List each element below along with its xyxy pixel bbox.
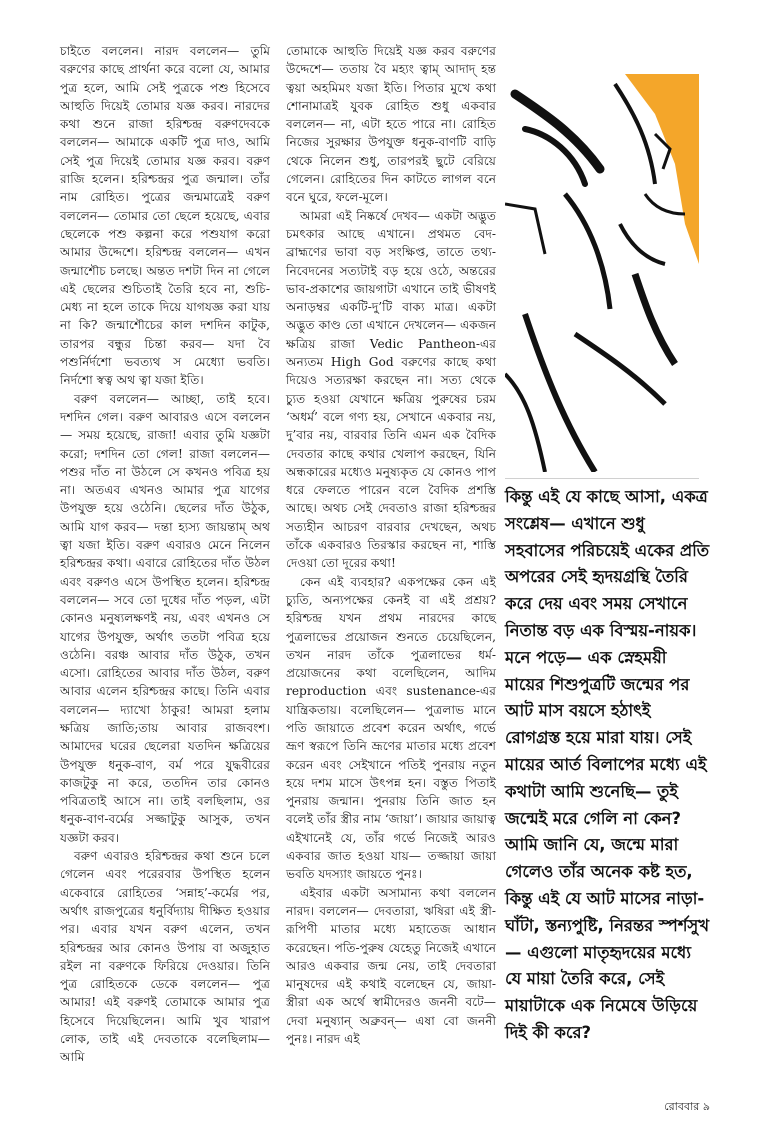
article-column-2 [286,42,496,1048]
paragraph: কেন এই ব্যবহার? একপক্ষের কেন এই চ্যুতি, অন্যপক্ষের কেনই বা এই প্রশ্রয়? হরিশ্চন্দ্র যখন প্রথম নারদের কাছে পুত্রলাভের প্রয়োজন শুনতে চেয়েছিলেন, তখন নারদ তাঁকে পুত্রলাভের ধর্ম-প্রয়োজনের কথা বলেছিলেন, আদিম reproduction এবং sustenance-এর যান্ত্রিকতায়। বলেছিলেন— পুত্রলাভ মানে পতি জায়াতে প্রবেশ করেন অর্থাৎ, গর্ভে ভ্রূণ স্বরূপে তিনি ভ্রূণের মাতার মধ্যে প্রবেশ করেন এবং সেইখানে পতিই পুনরায় নতুন হয়ে দশম মাসে উৎপন্ন হন। বস্তুত পিতাই পুনরায় জন্মান। পুনরায় তিনি জাত হন বলেই তাঁর স্ত্রীর নাম ‘জায়া’। জায়ার জায়াত্ব এইখানেই যে, তাঁর গর্ভে নিজেই আরও একবার জাত হওয়া যায়— তজ্জায়া জায়া ভবতি যদস্যাং জায়তে পুনঃ। [286,574,496,882]
paragraph: আমরা এই নিষ্কর্ষে দেখব— একটা অদ্ভুত চমৎকার আছে এখানে। প্রথমত বেদ-ব্রাহ্মণের ভাবা বড় সংক্ষিপ্ত, তাতে তথ্য-নিবেদনের সত্যটাই বড় হয়ে ওঠে, অন্তরের ভাব-প্রকাশের জায়গাটা এখানে তাই ভীষণই অনাড়ম্বর একটি-দু’টি বাক্য মাত্র। একটা অদ্ভুত কাণ্ড তো এখানে দেখলেন— একজন ক্ষত্রিয় রাজা Vedic Pantheon-এর অন্যতম High God বরুণের কাছে কথা দিয়েও সত্যরক্ষা করছেন না। সত্য থেকে চ্যুত হওয়া যেখানে ক্ষত্রিয় পুরুষের চরম ‘অধর্ম’ বলে গণ্য হয়, সেখানে একবার নয়, দু’বার নয়, বারবার তিনি এমন এক বৈদিক দেবতার কাছে কথার খেলাপ করছেন, যিনি অন্ধকারের মধ্যেও মনুষ্যকৃত যে কোনও পাপ ধরে ফেলতে পারেন বলে বৈদিক প্রশস্তি আছে। অথচ সেই দেবতাও রাজা হরিশ্চন্দ্রর সত্যহীন আচরণ বারবার দেখছেন, অথচ তাঁকে একবারও তিরস্কার করছেন না, শাস্তি দেওয়া তো দূরের কথা! [286,208,496,571]
pull-quote: কিন্তু এই যে কাছে আসা, একত্র সংশ্লেষ— এখানে শুধু সহবাসের পরিচয়েই একের প্রতি অপরের সেই হৃদয়গ্রন্থি তৈরি করে দেয় এবং সময় সেখানে নিতান্ত বড় এক বিস্ময়-নায়ক। মনে পড়ে— এক স্নেহময়ী মায়ের শিশুপুত্রটি জন্মের পর আট মাস বয়সে হঠাৎই রোগগ্রস্ত হয়ে মারা যায়। সেই মায়ের আর্ত বিলাপের মধ্যে এই কথাটা আমি শুনেছি— তুই জন্মেই মরে গেলি না কেন? আমি জানি যে, জন্মে মারা গেলেও তাঁর অনেক কষ্ট হত, কিন্তু এই যে আট মাসের নাড়া-ঘাঁটা, স্তন্যপুষ্টি, নিরন্তর স্পর্শসুখ— এগুলো মাতৃহৃদয়ের মধ্যে যে মায়া তৈরি করে, সেই মায়াটাকে এক নিমেষে উড়িয়ে দিই কী করে? [505,487,710,1042]
article-column-1 [60,42,270,1067]
paragraph: চাইতে বললেন। নারদ বললেন— তুমি বরুণের কাছে প্রার্থনা করে বলো যে, আমার পুত্র হলে, আমি সেই পুত্রকে পশু হিসেবে আহুতি দিয়েই তোমার যজ্ঞ করব। নারদের কথা শুনে রাজা হরিশ্চন্দ্র বরুণদেবকে বললেন— আমাকে একটি পুত্র দাও, আমি সেই পুত্র দিয়েই তোমার যজ্ঞ করব। বরুণ রাজি হলেন। হরিশ্চন্দ্রর পুত্র জন্মাল। তাঁর নাম রোহিত। পুত্রের জন্মমাত্রেই বরুণ বললেন— তোমার তো ছেলে হয়েছে, এবার ছেলেকে পশু কল্পনা করে পশুযাগ করো আমার উদ্দেশে। হরিশ্চন্দ্র বললেন— এখন জন্মাশৌচ চলছে। অন্তত দশটা দিন না গেলে এই ছেলের শুচিতাই তৈরি হবে না, শুচি-মেধ্য না হলে তাকে দিয়ে যাগযজ্ঞ করা যায় না কি? জন্মাশৌচের কাল দশদিন কাটুক, তারপর বন্ধুর চিন্তা করব— যদা বৈ পশুর্নির্দশো ভবত্যথ স মেধ্যো ভবতি। নির্দশো স্বত্ব অথ ত্বা যজা ইতি। [60,44,270,388]
paragraph: বরুণ এবারও হরিশ্চন্দ্রর কথা শুনে চলে গেলেন এবং পরেরবার উপস্থিত হলেন একেবারে রোহিতের ‘সন্নাহ’-কর্মের পর, অর্থাৎ রাজপুত্রের ধনুর্বিদ্যায় দীক্ষিত হওয়ার পর। এবার যখন বরুণ এলেন, তখন হরিশ্চন্দ্রর আর কোনও উপায় বা অজুহাত রইল না বরুণকে ফিরিয়ে দেওয়ার। তিনি পুত্র রোহিতকে ডেকে বললেন— পুত্র আমার! এই বরুণই তোমাকে আমার পুত্র হিসেবে দিয়েছিলেন। আমি খুব খারাপ লোক, তাই এই দেবতাকে বলেছিলাম— আমি [60,849,270,1065]
praying-figure-illustration [505,74,699,472]
paragraph: এইবার একটা অসামান্য কথা বললেন নারদ। বললেন— দেবতারা, ঋষিরা এই স্ত্রী-রূপিণী মাতার মধ্যে মহাতেজ আধান করেছেন। পতি-পুরুষ যেহেতু নিজেই এখানে আরও একবার জন্ম নেয়, তাই দেবতারা মানুষদের এই কথাই বলেছেন যে, জায়া-স্ত্রীরা এক অর্থে স্বামীদেরও জননী বটে— দেবা মনুষ্যান্ অব্রুবন্— এষা বো জননী পুনঃ। নারদ এই [286,885,496,1047]
page-number: রোববার ৯ [664,1100,710,1113]
paragraph: তোমাকে আহুতি দিয়েই যজ্ঞ করব বরুণের উদ্দেশে— ততায় বৈ মহ্যং ত্বাম্ আদাদ্ হন্ত ত্বয়া অহমিমং যজা ইতি। পিতার মুখে কথা শোনামাত্রই যুবক রোহিত শুধু একবার বললেন— না, এটা হতে পারে না। রোহিত নিজের সুরক্ষার উপযুক্ত ধনুক-বাণটি বাড়ি থেকে নিলেন শুধু, তারপরই ছুটে বেরিয়ে গেলেন। রোহিতের দিন কাটতে লাগল বনে বনে ঘুরে, ফলে-মূলে। [286,44,496,205]
divider [505,478,699,479]
paragraph: বরুণ বললেন— আচ্ছা, তাই হবে। দশদিন গেল। বরুণ আবারও এসে বললেন— সময় হয়েছে, রাজা! এবার তুমি যজ্ঞটা করো; দশদিন তো গেল! রাজা বললেন— পশুর দাঁত না উঠলে সে কখনও পবিত্র হয় না। অতএব এখনও আমার পুত্র যাগের উপযুক্ত হয়ে ওঠেনি। ছেলের দাঁত উঠুক, আমি যাগ করব— দন্তা হ্যস্য জায়ন্তাম্ অথ ত্বা যজা ইতি। বরুণ এবারও মেনে নিলেন হরিশ্চন্দ্রর কথা। এবারে রোহিতের দাঁত উঠল এবং বরুণও এসে উপস্থিত হলেন। হরিশ্চন্দ্র বললেন— সবে তো দুধের দাঁত পড়ল, এটা কোনও মনুষ্যলক্ষণই নয়, এবং এখনও সে যাগের উপযুক্ত, অর্থাৎ ততটা পবিত্র হয়ে ওঠেনি। বরঞ্চ আবার দাঁত উঠুক, তখন এসো। রোহিতের আবার দাঁত উঠল, বরুণ আবার এলেন হরিশ্চন্দ্রর কাছে। তিনি এবার বললেন— দ্যাখো ঠাকুর! আমরা হলাম ক্ষত্রিয় জাতি;তায় আবার রাজবংশ। আমাদের ঘরের ছেলেরা যতদিন ক্ষত্রিয়ের উপযুক্ত ধনুক-বাণ, বর্ম পরে যুদ্ধবীরের কাজটুকু না করে, ততদিন তার কোনও পবিত্রতাই আসে না। তাই বলছিলাম, ওর ধনুক-বাণ-বর্মের সজ্জাটুকু আসুক, তখন যজ্ঞটা করব। [60,391,270,845]
